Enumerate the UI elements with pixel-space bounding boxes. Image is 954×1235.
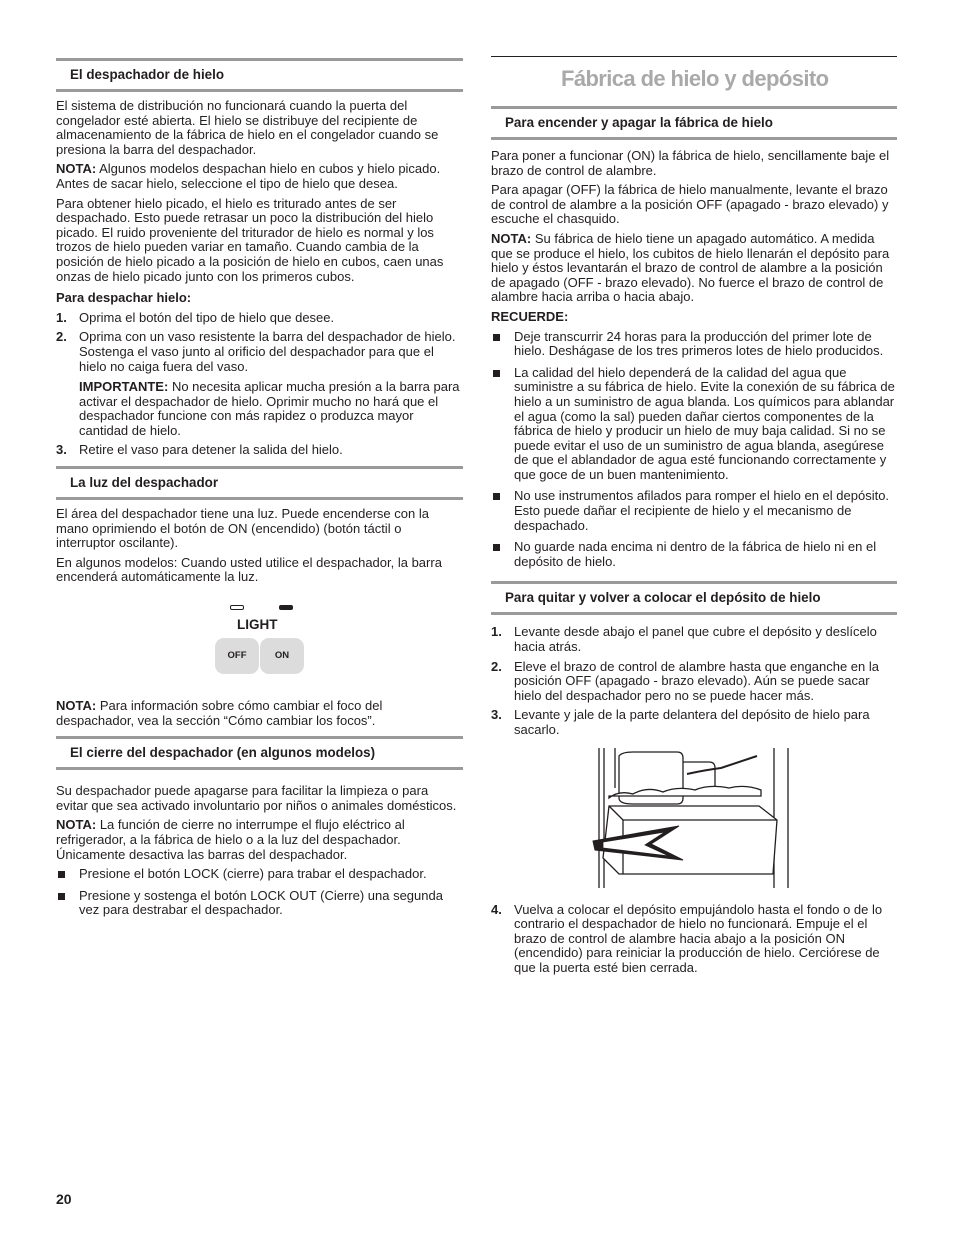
important-text: No necesita aplicar mucha presión a la barra para activar el despachador de hielo. Oprimir mucho no hará que el despachador funcione con más rapidez o produzca mayor cantidad de hielo. xyxy=(79,379,460,438)
note-text: Algunos modelos despachan hielo en cubos y hielo picado. Antes de sacar hielo, seleccione el tipo de hielo que desea. xyxy=(56,161,441,191)
left-column xyxy=(56,0,463,925)
note-text: Para información sobre cómo cambiar el foco del despachador, vea la sección “Cómo cambiar los focos”. xyxy=(56,698,383,728)
paragraph: En algunos modelos: Cuando usted utilice el despachador, la barra encenderá automáticamente la luz. xyxy=(56,554,442,585)
list-item xyxy=(491,708,897,737)
light-off-button: OFF xyxy=(215,638,259,674)
steps-list xyxy=(56,311,463,458)
list-item: Presione el botón LOCK (cierre) para trabar el despachador. xyxy=(56,867,463,882)
section-heading: Para encender y apagar la fábrica de hielo xyxy=(491,106,897,140)
note-label: NOTA: xyxy=(56,698,97,714)
list-item: No use instrumentos afilados para romper el hielo en el depósito. Esto puede dañar el recipiente de hielo y el mecanismo de despachado. xyxy=(491,489,897,533)
paragraph: Para apagar (OFF) la fábrica de hielo manualmente, levante el brazo de control de alambre a la posición OFF (apagado - brazo elevado) y escuche el chasquido. xyxy=(491,182,889,227)
step-text: Eleve el brazo de control de alambre hasta que enganche en la posición OFF (apagado - brazo elevado). Aún se puede sacar hielo del despachador pero no se puede hacer más. xyxy=(514,658,879,703)
step-text: Oprima con un vaso resistente la barra del despachador de hielo. Sostenga el vaso junto al orificio del despachador para que el hielo no caiga fuera del vaso. xyxy=(79,329,456,374)
note xyxy=(491,232,897,305)
list-item xyxy=(56,311,463,326)
bullet-list xyxy=(56,867,463,918)
note-text: Su fábrica de hielo tiene un apagado automático. A medida que se produce el hielo, los cubitos de hielo llenarán el depósito para hielo y éstos levantarán el brazo de control de alambre a la posición de apagado (OFF - brazo elevado). No fuerce el brazo de control de alambre hacia arriba o hacia abajo. xyxy=(491,230,890,305)
page-title: Fábrica de hielo y depósito xyxy=(491,56,897,101)
step-number: 1. xyxy=(56,309,67,325)
paragraph: El área del despachador tiene una luz. Puede encenderse con la mano oprimiendo el botón de ON (encendido) (botón táctil o interruptor oscilante). xyxy=(56,506,429,551)
note-text: La función de cierre no interrumpe el flujo eléctrico al refrigerador, a la fábrica de hielo o a la luz del despachador. Únicamente desactiva las barras del despachador. xyxy=(56,817,405,862)
step-text: Vuelva a colocar el depósito empujándolo hasta el fondo o de lo contrario el despachador de hielo no funcionará. Empuje el el brazo de control de alambre hacia abajo a la posición ON (encendido) para reiniciar la producción de hielo. Cerciórese de que la puerta esté bien cerrada. xyxy=(514,901,883,975)
step-number: 2. xyxy=(56,329,67,345)
steps-list-continued xyxy=(491,903,897,976)
note-label: NOTA: xyxy=(491,230,532,246)
list-item xyxy=(56,443,463,458)
page-number: 20 xyxy=(56,1191,72,1207)
dispenser-section xyxy=(56,58,463,458)
step-number: 3. xyxy=(491,707,502,723)
off-indicator-icon xyxy=(230,605,244,610)
paragraph: Para obtener hielo picado, el hielo es triturado antes de ser despachado. Esto puede retrasar un poco la distribución del hielo picado. El ruido proveniente del triturador de hielo es normal y los trozos de hielo pueden variar en tamaño. Cuando cambia de la posición de hielo picado a la posición de hielo en cubos, caen unas onzas de hielo picado junto con los primeros cubos. xyxy=(56,195,444,284)
step-number: 1. xyxy=(491,624,502,640)
list-item: Deje transcurrir 24 horas para la producción del primer lote de hielo. Deshágase de los tres primeros lotes de hielo producidos. xyxy=(491,330,897,359)
list-item xyxy=(56,330,463,438)
important-note xyxy=(79,380,463,438)
ice-bin-illustration xyxy=(491,748,897,893)
list-item xyxy=(491,903,897,976)
step-text: Oprima el botón del tipo de hielo que desee. xyxy=(79,309,335,325)
section-heading: Para quitar y volver a colocar el depósito de hielo xyxy=(491,581,897,615)
remember-label: RECUERDE: xyxy=(491,308,569,324)
paragraph: El sistema de distribución no funcionará cuando la puerta del congelador esté abierta. El hielo se distribuye del recipiente de almacenamiento de la fábrica de hielo en el congelador cuando se presiona la barra del despachador. xyxy=(56,98,439,157)
section-heading: La luz del despachador xyxy=(56,466,463,500)
paragraph: Para poner a funcionar (ON) la fábrica de hielo, sencillamente baje el brazo de control de alambre. xyxy=(491,148,890,178)
note xyxy=(56,162,463,191)
subheading: Para despachar hielo: xyxy=(56,290,192,306)
paragraph: Su despachador puede apagarse para facilitar la limpieza o para evitar que sea activado involuntario por niños o animales domésticos. xyxy=(56,783,457,813)
ice-bin-removal-drawing xyxy=(491,748,897,893)
list-item: La calidad del hielo dependerá de la calidad del agua que suministre a su fábrica de hielo. Evite la conexión de su fábrica de hielo a un suministro de agua blanda. Los químicos para ablandar el agua (como la sal) pueden dañar ciertos componentes de la fábrica de hielo y producir un hielo de muy baja calidad. Si no se puede evitar el uso de un suministro de agua blanda, asegúrese de que el ablandador de agua esté funcionando correctamente y que goce de un buen mantenimiento. xyxy=(491,366,897,483)
step-text: Retire el vaso para detener la salida del hielo. xyxy=(79,442,343,458)
list-item: No guarde nada encima ni dentro de la fábrica de hielo ni en el depósito de hielo. xyxy=(491,540,897,569)
step-text: Levante desde abajo el panel que cubre el depósito y deslícelo hacia atrás. xyxy=(514,624,877,655)
list-item: Presione y sostenga el botón LOCK OUT (Cierre) una segunda vez para destrabar el despachador. xyxy=(56,889,463,918)
note-label: NOTA: xyxy=(56,161,97,177)
lock-section xyxy=(56,736,463,918)
onoff-section xyxy=(491,106,897,569)
right-column xyxy=(491,0,897,981)
step-number: 4. xyxy=(491,901,502,917)
step-number: 3. xyxy=(56,442,67,458)
step-text: Levante y jale de la parte delantera del depósito de hielo para sacarlo. xyxy=(514,707,870,737)
on-indicator-icon xyxy=(279,605,293,610)
light-control-illustration xyxy=(56,599,463,699)
step-number: 2. xyxy=(491,658,502,674)
light-on-button: ON xyxy=(260,638,304,674)
note-label: NOTA: xyxy=(56,817,97,833)
section-heading: El cierre del despachador (en algunos modelos) xyxy=(56,736,463,770)
section-heading: El despachador de hielo xyxy=(56,58,463,92)
note xyxy=(56,818,463,862)
note xyxy=(56,699,463,728)
list-item xyxy=(491,660,897,704)
bullet-list xyxy=(491,330,897,570)
list-item xyxy=(491,625,897,654)
important-label: IMPORTANTE: xyxy=(79,379,169,395)
light-label: LIGHT xyxy=(237,617,278,633)
steps-list xyxy=(491,625,897,737)
light-section xyxy=(56,466,463,728)
bin-section xyxy=(491,581,897,975)
